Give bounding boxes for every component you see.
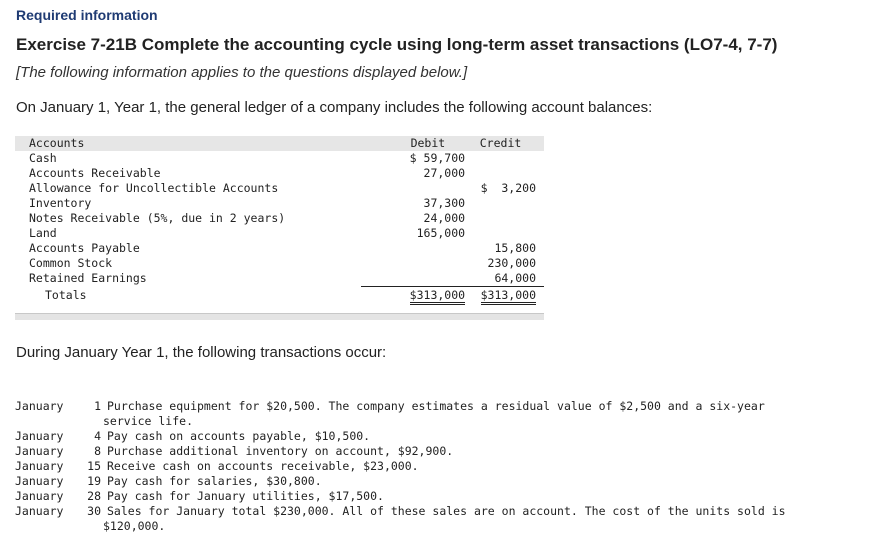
table-row bbox=[15, 226, 544, 241]
table-header-row bbox=[15, 136, 544, 151]
transactions-intro: During January Year 1, the following transactions occur: bbox=[16, 344, 387, 361]
transaction-day: 8 bbox=[94, 444, 101, 458]
debit-value bbox=[361, 256, 465, 271]
credit-value: 230,000 bbox=[487, 256, 536, 270]
credit-value: 64,000 bbox=[465, 271, 544, 287]
debit-value: 37,300 bbox=[423, 196, 466, 210]
credit-value bbox=[465, 196, 544, 211]
exercise-title: Exercise 7-21B Complete the accounting cycle using long-term asset transactions (LO7-4, 7-7) bbox=[16, 35, 778, 54]
transaction-day: 1 bbox=[94, 399, 101, 413]
credit-value: 15,800 bbox=[494, 241, 536, 255]
header-debit: Debit bbox=[361, 136, 465, 151]
account-name: Inventory bbox=[29, 196, 92, 210]
transaction-item bbox=[15, 459, 419, 474]
credit-value: $ 3,200 bbox=[480, 181, 536, 195]
debit-value: 27,000 bbox=[423, 166, 466, 180]
table-row bbox=[15, 256, 544, 271]
table-horizontal-scrollbar[interactable] bbox=[15, 313, 544, 320]
transaction-item bbox=[15, 429, 370, 444]
credit-total bbox=[465, 287, 544, 305]
credit-value bbox=[465, 226, 544, 241]
debit-value bbox=[361, 181, 465, 196]
debit-value: $ 59,700 bbox=[409, 151, 466, 165]
totals-row bbox=[15, 287, 544, 305]
totals-label: Totals bbox=[45, 287, 87, 302]
account-name: Retained Earnings bbox=[29, 271, 147, 286]
transaction-text: Sales for January total $230,000. All of these sales are on account. The cost of the units sold is bbox=[107, 504, 786, 518]
account-name: Accounts Payable bbox=[29, 241, 140, 255]
account-balances-table bbox=[15, 136, 544, 304]
transaction-item bbox=[15, 399, 765, 414]
account-name: Allowance for Uncollectible Accounts bbox=[29, 181, 279, 195]
account-name: Cash bbox=[29, 151, 57, 165]
transaction-continuation: $120,000. bbox=[103, 519, 166, 533]
account-name: Notes Receivable (5%, due in 2 years) bbox=[29, 211, 286, 225]
transaction-day: 4 bbox=[94, 429, 101, 443]
table-row bbox=[15, 271, 544, 287]
debit-value bbox=[361, 241, 465, 256]
table-row bbox=[15, 151, 544, 166]
table-row bbox=[15, 166, 544, 181]
intro-text: On January 1, Year 1, the general ledger of a company includes the following account balances: bbox=[16, 99, 653, 116]
transaction-month: January bbox=[15, 399, 64, 413]
transaction-continuation: service life. bbox=[103, 414, 194, 428]
transaction-text: Purchase additional inventory on account, $92,900. bbox=[107, 444, 454, 458]
credit-value bbox=[465, 211, 544, 226]
transaction-day: 15 bbox=[87, 459, 101, 473]
credit-value bbox=[465, 151, 544, 166]
credit-value bbox=[465, 166, 544, 181]
transaction-text: Pay cash on accounts payable, $10,500. bbox=[107, 429, 371, 443]
transaction-day: 19 bbox=[87, 474, 101, 488]
table-row bbox=[15, 241, 544, 256]
required-information-heading: Required information bbox=[16, 7, 158, 23]
transaction-text: Purchase equipment for $20,500. The company estimates a residual value of $2,500 and a six-year bbox=[107, 399, 765, 413]
account-name: Land bbox=[29, 226, 57, 240]
transaction-month: January bbox=[15, 489, 64, 503]
transaction-item bbox=[15, 444, 453, 459]
transaction-day: 30 bbox=[87, 504, 101, 518]
transaction-text: Pay cash for January utilities, $17,500. bbox=[107, 489, 384, 503]
transaction-text: Receive cash on accounts receivable, $23,000. bbox=[107, 459, 419, 473]
account-name: Common Stock bbox=[29, 256, 113, 270]
transaction-month: January bbox=[15, 474, 64, 488]
transaction-day: 28 bbox=[87, 489, 101, 503]
debit-value: 24,000 bbox=[423, 211, 466, 225]
transaction-item bbox=[15, 504, 786, 519]
transaction-item bbox=[15, 489, 384, 504]
table-row bbox=[15, 196, 544, 211]
debit-total-value: $313,000 bbox=[410, 288, 465, 305]
debit-value: 165,000 bbox=[416, 226, 466, 240]
transaction-month: January bbox=[15, 504, 64, 518]
transaction-month: January bbox=[15, 459, 64, 473]
debit-value bbox=[361, 271, 465, 287]
transaction-month: January bbox=[15, 444, 64, 458]
transaction-text: Pay cash for salaries, $30,800. bbox=[107, 474, 322, 488]
table-row bbox=[15, 181, 544, 196]
account-name: Accounts Receivable bbox=[29, 166, 161, 180]
credit-total-value: $313,000 bbox=[481, 288, 536, 305]
transaction-month: January bbox=[15, 429, 64, 443]
debit-total bbox=[361, 287, 465, 305]
header-accounts: Accounts bbox=[15, 136, 361, 151]
table-row bbox=[15, 211, 544, 226]
transaction-item bbox=[15, 474, 322, 489]
header-credit: Credit bbox=[465, 136, 544, 151]
instructions-note: [The following information applies to the questions displayed below.] bbox=[16, 64, 468, 81]
